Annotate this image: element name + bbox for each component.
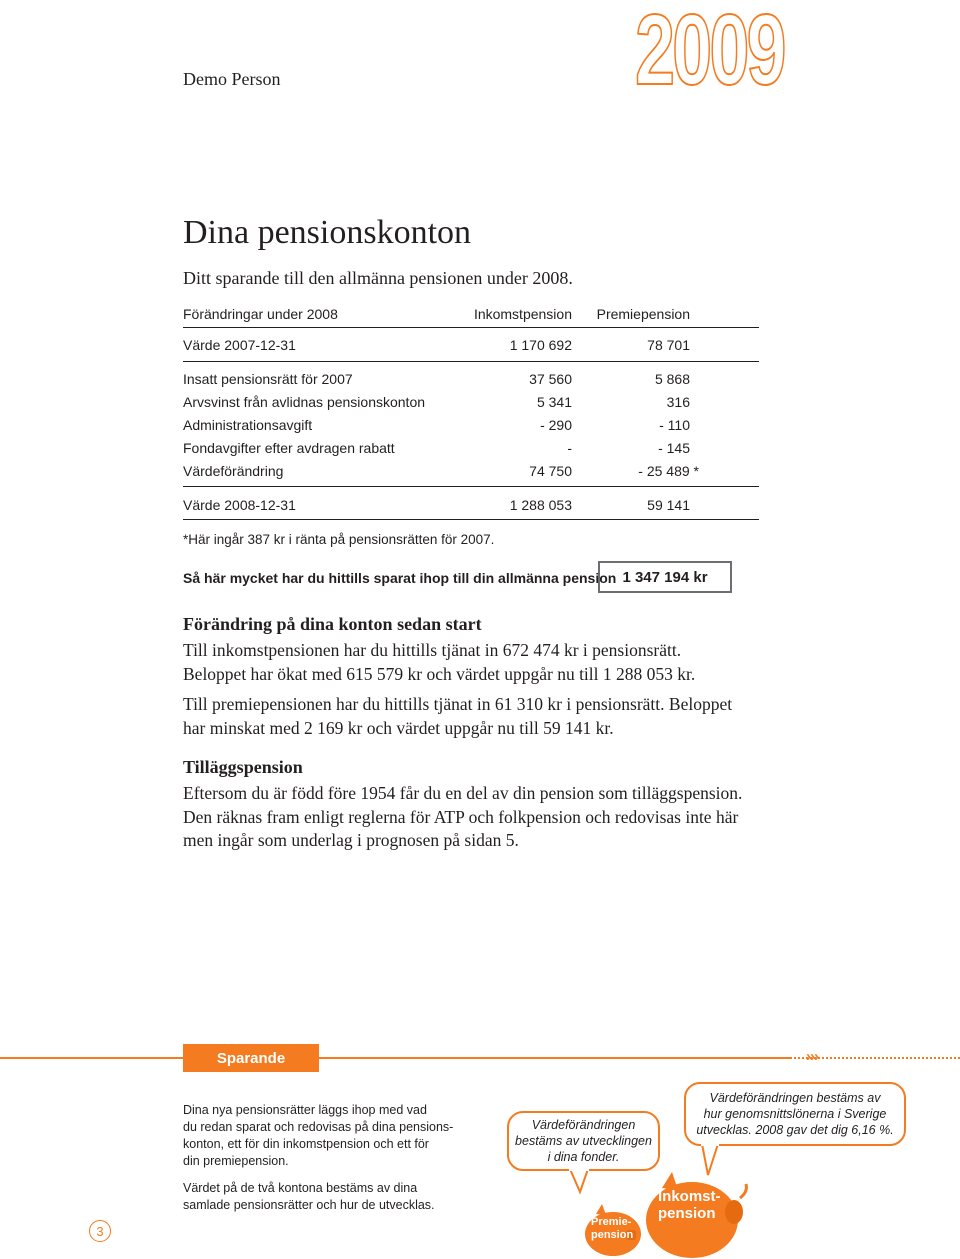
total-label: Så här mycket har du hittills sparat ihop till din allmänna pension	[183, 570, 617, 586]
row-label: Administrationsavgift	[183, 417, 313, 433]
text-line: hur genomsnittslönerna i Sverige	[703, 1107, 887, 1121]
premie-value: - 25 489 *	[638, 463, 699, 479]
page-subtitle: Ditt sparande till den allmänna pensionen under 2008.	[183, 268, 573, 288]
inkomst-value: 1 170 692	[509, 337, 572, 353]
chevron-right-icon: ›››	[806, 1048, 818, 1065]
footer-text-2	[183, 1180, 483, 1214]
column-header: Inkomstpension	[473, 306, 572, 322]
text-line: Till premiepensionen har du hittills tjänat in 61 310 kr i pensionsrätt. Beloppet	[183, 694, 733, 714]
footnote: *Här ingår 387 kr i ränta på pensionsrätten för 2007.	[183, 532, 495, 547]
text-line: samlade pensionsrätter och hur de utvecklas.	[183, 1198, 435, 1212]
footer-text-1	[183, 1102, 483, 1170]
table-divider	[183, 361, 759, 362]
total-value: 1 347 194 kr	[622, 568, 708, 586]
person-name: Demo Person	[183, 69, 281, 89]
text-line: Den räknas fram enligt reglerna för ATP och folkpension och redovisas inte här	[183, 806, 739, 827]
tillagg-paragraph	[183, 782, 783, 853]
inkomst-value: 74 750	[529, 463, 572, 479]
premie-value: - 110	[659, 417, 690, 433]
text-line: din premiepension.	[183, 1154, 289, 1168]
inkomst-value: -	[567, 440, 572, 456]
pig-label-premie	[591, 1216, 633, 1242]
section-heading-change: Förändring på dina konton sedan start	[183, 614, 482, 634]
sparande-tab-label: Sparande	[216, 1049, 286, 1067]
year-heading: 2009	[635, 0, 784, 106]
premie-value: 78 701	[647, 337, 690, 353]
text-line: Värdeförändringen bestäms av	[709, 1091, 881, 1105]
table-header-row	[183, 306, 759, 326]
speech-bubble-fund	[507, 1111, 660, 1171]
table-row	[183, 371, 759, 391]
total-value-box	[598, 561, 732, 593]
table-row	[183, 417, 759, 437]
pig-label-inkomst	[658, 1188, 721, 1222]
row-label: Fondavgifter efter avdragen rabatt	[183, 440, 395, 456]
inkomst-value: 1 288 053	[509, 497, 572, 513]
speech-bubble-wages	[684, 1082, 906, 1146]
text-line: konton, ett för din inkomstpension och ett för	[183, 1137, 429, 1151]
table-row	[183, 394, 759, 414]
column-header: Premiepension	[596, 306, 690, 322]
row-label: Arvsvinst från avlidnas pensionskonton	[183, 394, 426, 410]
text-line: Eftersom du är född före 1954 får du en del av din pension som tilläggspension.	[183, 783, 743, 803]
premie-value: - 145	[658, 440, 690, 456]
text-line: har minskat med 2 169 kr och värdet uppgår nu till 59 141 kr.	[183, 717, 614, 738]
text-line: Beloppet har ökat med 615 579 kr och värdet uppgår nu till 1 288 053 kr.	[183, 663, 696, 684]
section-heading-tillagg: Tilläggspension	[183, 757, 303, 777]
table-row-start-value	[183, 337, 759, 357]
page-title: Dina pensionskonton	[183, 214, 472, 251]
change-paragraph-2	[183, 693, 783, 740]
page-number-label: 3	[96, 1223, 104, 1239]
text-line: Värdeförändringen	[531, 1118, 636, 1132]
premie-value: 59 141	[647, 497, 690, 513]
table-row	[183, 440, 759, 460]
speech-bubble-tail-icon	[560, 1168, 600, 1194]
row-label: Insatt pensionsrätt för 2007	[183, 371, 353, 387]
row-label: Värde 2008-12-31	[183, 497, 296, 513]
table-row	[183, 463, 759, 483]
text-line: du redan sparat och redovisas på dina pensions-	[183, 1120, 454, 1134]
text-line: Inkomst-	[658, 1188, 721, 1205]
page-number	[89, 1220, 111, 1242]
table-divider	[183, 486, 759, 487]
text-line: Premie-	[591, 1216, 632, 1228]
premie-value: 5 868	[654, 371, 690, 387]
inkomst-value: 37 560	[529, 371, 572, 387]
text-line: bestäms av utvecklingen	[515, 1134, 652, 1148]
text-line: pension	[658, 1205, 716, 1222]
table-divider	[183, 519, 759, 520]
inkomst-value: 5 341	[536, 394, 572, 410]
text-line: i dina fonder.	[547, 1150, 620, 1164]
inkomst-value: - 290	[540, 417, 572, 433]
text-line: Dina nya pensionsrätter läggs ihop med vad	[183, 1103, 427, 1117]
text-line: Värdet på de två kontona bestäms av dina	[183, 1181, 418, 1195]
text-line: Till inkomstpensionen har du hittills tjänat in 672 474 kr i pensionsrätt.	[183, 640, 682, 660]
column-header: Förändringar under 2008	[183, 306, 338, 322]
sparande-tab	[183, 1044, 319, 1072]
table-divider	[183, 327, 759, 328]
text-line: men ingår som underlag i prognosen på sidan 5.	[183, 830, 519, 850]
row-label: Värdeförändring	[183, 463, 284, 479]
table-row-end-value	[183, 497, 759, 517]
text-line: pension	[591, 1229, 634, 1241]
premie-value: 316	[666, 394, 690, 410]
text-line: utvecklas. 2008 gav det dig 6,16 %.	[696, 1123, 894, 1137]
row-label: Värde 2007-12-31	[183, 337, 296, 353]
change-paragraph-1	[183, 639, 783, 686]
footer-divider	[0, 1057, 790, 1059]
